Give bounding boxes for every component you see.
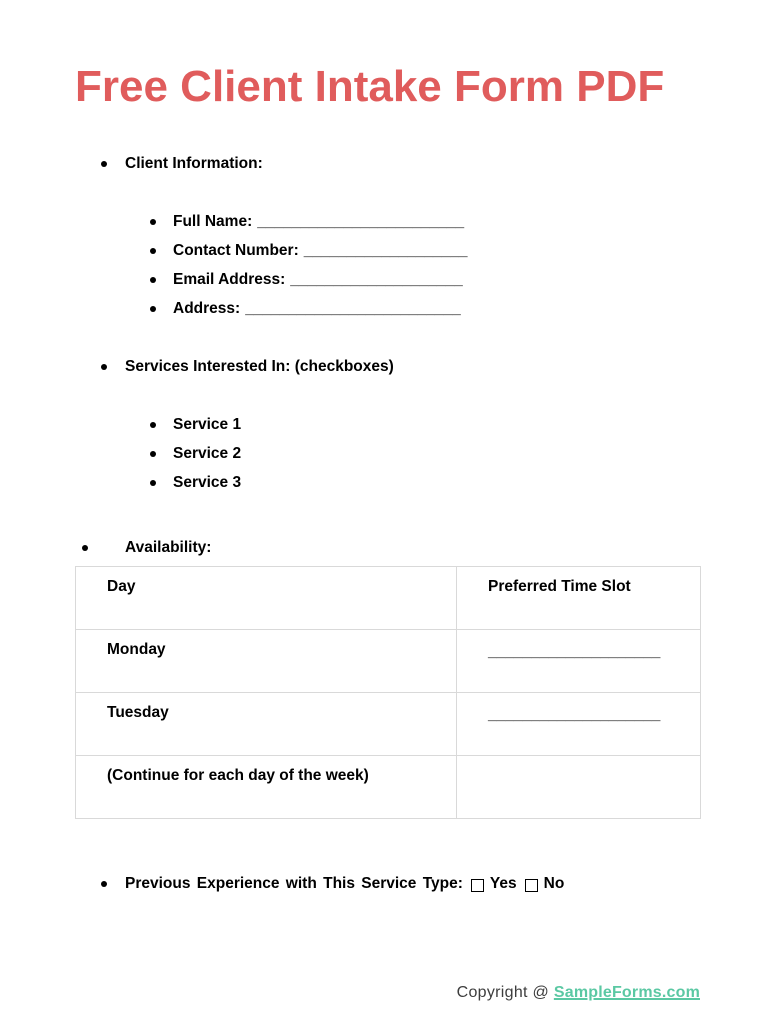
previous-experience-row bbox=[101, 875, 564, 893]
bullet-icon bbox=[150, 480, 156, 486]
address-fill-line: _________________________ bbox=[245, 300, 461, 317]
day-cell-monday: Monday bbox=[76, 630, 457, 693]
sampleforms-link[interactable]: SampleForms.com bbox=[553, 984, 700, 1001]
table-row bbox=[76, 693, 701, 756]
availability-heading bbox=[82, 539, 211, 557]
services-heading bbox=[101, 358, 394, 376]
table-row bbox=[76, 630, 701, 693]
bullet-icon bbox=[101, 364, 107, 370]
field-address bbox=[150, 300, 461, 318]
availability-heading-label: Availability: bbox=[125, 539, 212, 556]
previous-experience-label: Previous Experience with This Service Type: bbox=[125, 875, 463, 892]
service-2-label: Service 2 bbox=[173, 445, 242, 462]
field-contact-number bbox=[150, 242, 468, 260]
bullet-icon bbox=[150, 277, 156, 283]
contact-number-label: Contact Number: bbox=[173, 242, 299, 259]
service-1-label: Service 1 bbox=[173, 416, 242, 433]
service-item-2 bbox=[150, 445, 241, 463]
email-address-label: Email Address: bbox=[173, 271, 286, 288]
service-item-3 bbox=[150, 474, 241, 492]
bullet-icon bbox=[150, 306, 156, 312]
bullet-icon bbox=[101, 881, 107, 887]
availability-table bbox=[75, 566, 701, 819]
bullet-icon bbox=[150, 422, 156, 428]
header-cell-day: Day bbox=[76, 567, 457, 630]
yes-option-label: Yes bbox=[489, 875, 517, 892]
bullet-icon bbox=[150, 451, 156, 457]
footer bbox=[457, 984, 700, 1002]
bullet-icon bbox=[82, 545, 88, 551]
empty-time-slot-cell bbox=[457, 756, 701, 819]
contact-number-fill-line: ___________________ bbox=[303, 242, 468, 259]
service-item-1 bbox=[150, 416, 241, 434]
copyright-text: Copyright @ bbox=[456, 984, 554, 1001]
table-header-row bbox=[76, 567, 701, 630]
page-title: Free Client Intake Form PDF bbox=[75, 62, 665, 111]
full-name-fill-line: ________________________ bbox=[257, 213, 465, 230]
day-cell-tuesday: Tuesday bbox=[76, 693, 457, 756]
full-name-label: Full Name: bbox=[173, 213, 253, 230]
client-info-heading bbox=[101, 155, 263, 173]
no-checkbox-icon bbox=[525, 879, 538, 892]
client-info-heading-label: Client Information: bbox=[125, 155, 263, 172]
tuesday-time-slot-fill-line: ____________________ bbox=[488, 706, 661, 723]
day-cell-continue-note: (Continue for each day of the week) bbox=[76, 756, 457, 819]
services-heading-label: Services Interested In: (checkboxes) bbox=[125, 358, 394, 375]
bullet-icon bbox=[150, 248, 156, 254]
no-option-label: No bbox=[543, 875, 565, 892]
field-email-address bbox=[150, 271, 463, 289]
header-cell-time-slot: Preferred Time Slot bbox=[457, 567, 701, 630]
email-address-fill-line: ____________________ bbox=[290, 271, 463, 288]
monday-time-slot-fill-line: ____________________ bbox=[488, 643, 661, 660]
service-3-label: Service 3 bbox=[173, 474, 242, 491]
address-label: Address: bbox=[173, 300, 241, 317]
table-row bbox=[76, 756, 701, 819]
field-full-name bbox=[150, 213, 464, 231]
bullet-icon bbox=[150, 219, 156, 225]
bullet-icon bbox=[101, 161, 107, 167]
yes-checkbox-icon bbox=[471, 879, 484, 892]
